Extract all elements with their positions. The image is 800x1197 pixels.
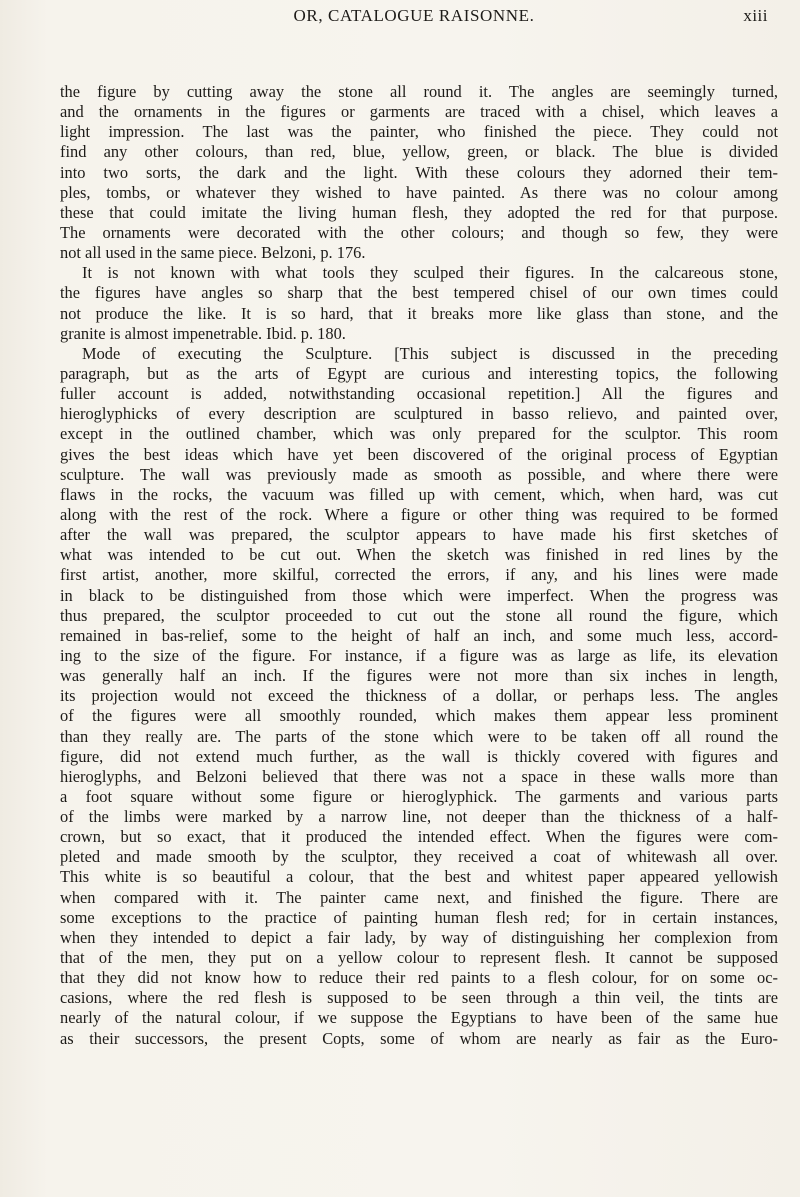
text-line: when compared with it. The painter came next, and finished the figure. There are [60, 887, 778, 907]
text-line: hieroglyphs, and Belzoni believed that there was not a space in these walls more than [60, 766, 778, 786]
text-line: flaws in the rocks, the vacuum was filled up with cement, which, when hard, was cut [60, 484, 778, 504]
text-line: granite is almost impenetrable. Ibid. p. 180. [60, 323, 346, 343]
text-line: the figure by cutting away the stone all round it. The angles are seemingly turned, [60, 82, 778, 101]
text-line [60, 1049, 778, 1069]
text-line: some exceptions to the practice of painting human flesh red; for in certain instances, [60, 907, 778, 927]
text-line: than they really are. The parts of the stone which were to be taken off all round the [60, 726, 778, 746]
text-line: casions, where the red flesh is supposed to be seen through a thin veil, the tints are [60, 988, 778, 1008]
text-line: find any other colours, than red, blue, yellow, green, or black. The blue is divided [60, 142, 778, 162]
text-line: This white is so beautiful a colour, that the best and whitest paper appeared yellowish [60, 867, 778, 887]
text-line: hieroglyphicks of every description are sculptured in basso relievo, and painted over, [60, 404, 778, 424]
text-line: light impression. The last was the painter, who finished the piece. They could not [60, 122, 778, 142]
text-line: fuller account is added, notwithstanding occasional repetition.] All the figures and [60, 384, 778, 404]
text-line: except in the outlined chamber, which was only prepared for the sculptor. This room [60, 424, 778, 444]
text-line: after the wall was prepared, the sculptor appears to have made his first sketches of [60, 525, 778, 545]
text-line: its projection would not exceed the thickness of a dollar, or perhaps less. The angles [60, 686, 778, 706]
text-line: ples, tombs, or whatever they wished to have painted. As there was no colour among [60, 182, 778, 202]
text-line: first artist, another, more skilful, corrected the errors, if any, and his lines were made [60, 565, 778, 585]
text-line: gives the best ideas which have yet been discovered of the original process of Egyptian [60, 444, 778, 464]
text-line: as their successors, the present Copts, some of whom are nearly as fair as the Euro- [60, 1028, 778, 1048]
page-number: xiii [743, 6, 768, 25]
text-line: thus prepared, the sculptor proceeded to cut out the stone all round the figure, which [60, 605, 778, 625]
text-line: a foot square without some figure or hieroglyphick. The garments and various parts [60, 786, 778, 806]
text-line: paragraph, but as the arts of Egypt are curious and interesting topics, the following [60, 363, 778, 383]
text-line: sculpture. The wall was previously made as smooth as possible, and where there were [60, 464, 778, 484]
text-line: and the ornaments in the figures or garments are traced with a chisel, which leaves a [60, 102, 778, 122]
text-line: the figures have angles so sharp that the best tempered chisel of our own times could [60, 283, 778, 303]
text-line: of the limbs were marked by a narrow line, not deeper than the thickness of a half- [60, 807, 778, 827]
text-line: when they intended to depict a fair lady, by way of distinguishing her complexion from [60, 927, 778, 947]
running-head [60, 6, 768, 42]
text-line: in black to be distinguished from those which were imperfect. When the progress was [60, 585, 778, 605]
text-line: was generally half an inch. If the figures were not more than six inches in length, [60, 666, 778, 686]
running-title: OR, CATALOGUE RAISONNE. [293, 6, 535, 25]
text-line: crown, but so exact, that it produced the intended effect. When the figures were com- [60, 827, 778, 847]
text-line: The ornaments were decorated with the other colours; and though so few, they were [60, 222, 778, 242]
text-line: nearly of the natural colour, if we suppose the Egyptians to have been of the same hue [60, 1008, 778, 1028]
text-line: pleted and made smooth by the sculptor, they received a coat of whitewash all over. [60, 847, 778, 867]
text-line: not all used in the same piece. Belzoni, p. 176. [60, 243, 366, 263]
text-line: along with the rest of the rock. Where a figure or other thing was required to be formed [60, 504, 778, 524]
text-line: Mode of executing the Sculpture. [This subject is discussed in the preceding [82, 343, 778, 363]
text-line: into two sorts, the dark and the light. With these colours they adorned their tem- [60, 162, 778, 182]
text-line: remained in bas-relief, some to the height of half an inch, and some much less, accord- [60, 625, 778, 645]
text-line: that they did not know how to reduce their red paints to a flesh colour, for on some oc- [60, 968, 778, 988]
text-line: that of the men, they put on a yellow colour to represent flesh. It cannot be supposed [60, 948, 778, 968]
text-line: not produce the like. It is so hard, that it breaks more like glass than stone, and the [60, 303, 778, 323]
text-line: It is not known with what tools they sculped their figures. In the calcareous stone, [82, 263, 778, 283]
text-line: figure, did not extend much further, as the wall is thickly covered with figures and [60, 746, 778, 766]
text-line: what was intended to be cut out. When the sketch was finished in red lines by the [60, 545, 778, 565]
text-line: ing to the size of the figure. For instance, if a figure was as large as life, its elevation [60, 645, 778, 665]
text-line: these that could imitate the living human flesh, they adopted the red for that purpose. [60, 202, 778, 222]
text-line [60, 1069, 778, 1089]
text-line: of the figures were all smoothly rounded, which makes them appear less prominent [60, 706, 778, 726]
body-text [60, 82, 778, 1089]
